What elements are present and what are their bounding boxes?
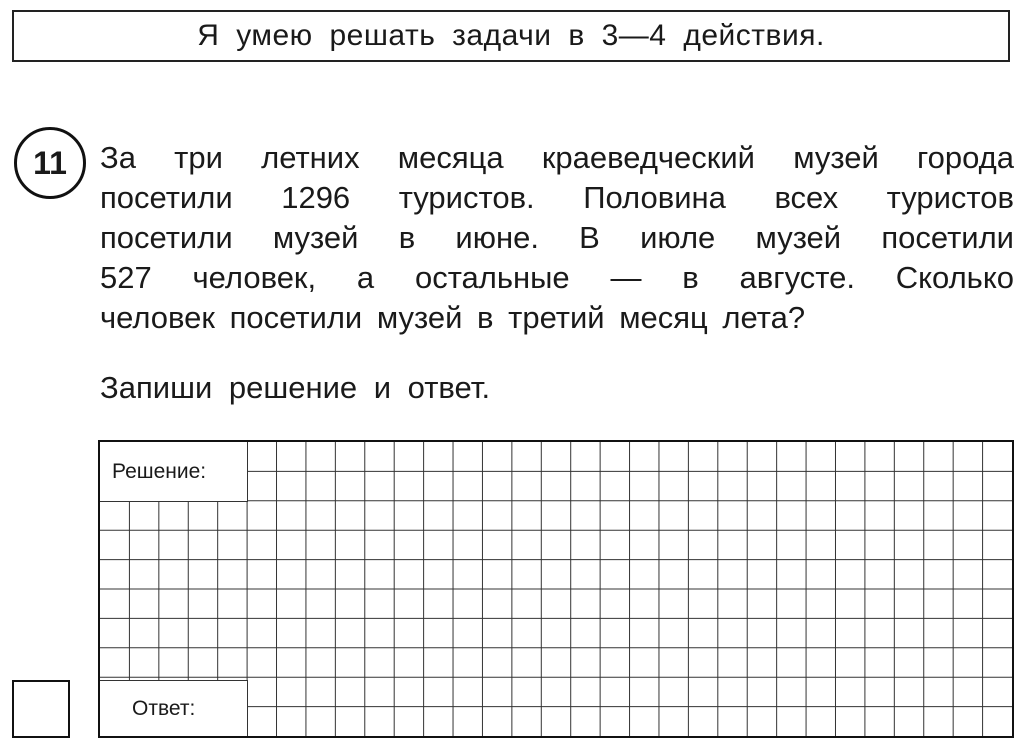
score-box[interactable] — [12, 680, 70, 738]
task-number-badge — [14, 127, 86, 199]
task-statement — [100, 138, 1014, 338]
section-header-text: Я умею решать задачи в 3—4 действия. — [197, 19, 825, 52]
task-line-4: 527 человек, а остальные — в августе. Сколько — [100, 260, 1014, 295]
task-line-3: посетили музей в июне. В июле музей посетили — [100, 220, 1014, 255]
task-instruction: Запиши решение и ответ. — [100, 370, 491, 405]
answer-grid[interactable] — [98, 440, 1014, 738]
answer-label: Ответ: — [100, 680, 248, 736]
task-line-2: посетили 1296 туристов. Половина всех туристов — [100, 180, 1014, 215]
task-number: 11 — [33, 144, 67, 181]
solution-label: Решение: — [100, 442, 248, 502]
task-line-1: За три летних месяца краеведческий музей города — [100, 140, 1014, 175]
section-header — [12, 10, 1010, 62]
task-line-5: человек посетили музей в третий месяц лета? — [100, 300, 806, 335]
